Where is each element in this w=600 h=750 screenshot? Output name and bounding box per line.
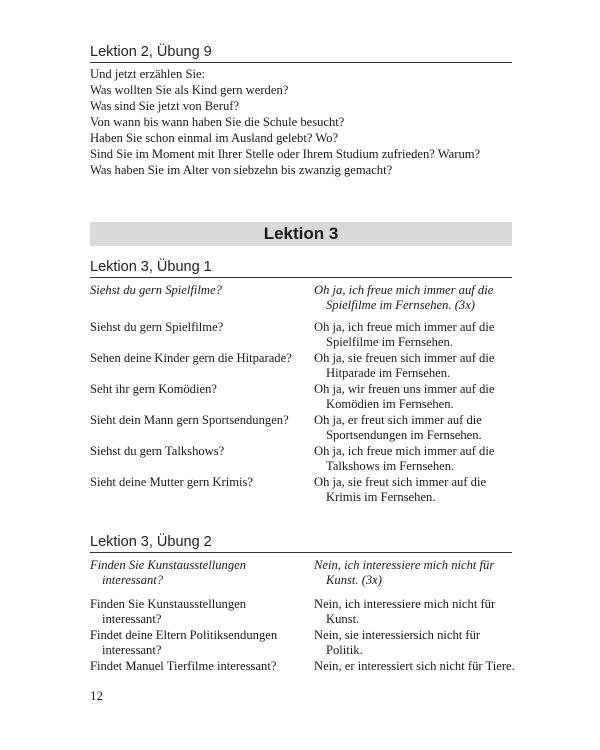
question-line: interessant? xyxy=(102,643,162,657)
answer-line: Komödien im Fernsehen. xyxy=(326,397,454,411)
answer-line: Spielfilme im Fernsehen. xyxy=(326,335,453,349)
l2u9-line: Von wann bis wann haben Sie die Schule besucht? xyxy=(90,115,345,129)
answer xyxy=(314,597,520,627)
answer xyxy=(314,628,520,658)
answer xyxy=(314,382,520,412)
answer-line: Nein, sie interessiersich nicht für xyxy=(314,628,481,642)
question xyxy=(90,382,312,397)
section-title-l3u1: Lektion 3, Übung 1 xyxy=(90,259,512,278)
answer-line: Oh ja, ich freue mich immer auf die xyxy=(314,283,494,297)
l2u9-line: Sind Sie im Moment mit Ihrer Stelle oder Ihrem Studium zufrieden? Warum? xyxy=(90,147,481,161)
answer-line: Sportsendungen im Fernsehen. xyxy=(326,428,482,442)
question xyxy=(90,659,312,674)
answer-line: Kunst. xyxy=(326,612,360,626)
answer-line: Oh ja, sie freut sich immer auf die xyxy=(314,475,487,489)
answer-line: Nein, ich interessiere mich nicht für xyxy=(314,597,496,611)
question-line: Siehst du gern Spielfilme? xyxy=(90,283,222,297)
question xyxy=(90,628,312,658)
answer-line: Oh ja, er freut sich immer auf die xyxy=(314,413,482,427)
example-question xyxy=(90,283,312,298)
l2u9-text xyxy=(90,66,520,178)
answer-line: Nein, ich interessiere mich nicht für xyxy=(314,558,495,572)
answer-line: Nein, er interessiert sich nicht für Tiere. xyxy=(314,659,515,673)
question xyxy=(90,597,312,627)
answer-line: Kunst. (3x) xyxy=(326,573,382,587)
l2u9-line: Was sind Sie jetzt von Beruf? xyxy=(90,99,240,113)
question-line: Sieht dein Mann gern Sportsendungen? xyxy=(90,413,289,427)
answer-line: Oh ja, wir freuen uns immer auf die xyxy=(314,382,495,396)
l2u9-line: Was wollten Sie als Kind gern werden? xyxy=(90,83,289,97)
question-line: Findet deine Eltern Politiksendungen xyxy=(90,628,278,642)
answer xyxy=(314,659,520,674)
question xyxy=(90,320,312,335)
question xyxy=(90,444,312,459)
answer-line: Spielfilme im Fernsehen. (3x) xyxy=(326,298,475,312)
question-line: interessant? xyxy=(102,612,162,626)
answer-line: Hitparade im Fernsehen. xyxy=(326,366,451,380)
l2u9-line: Haben Sie schon einmal im Ausland gelebt? Wo? xyxy=(90,131,339,145)
question-line: interessant? xyxy=(102,573,164,587)
question xyxy=(90,475,312,490)
l2u9-line: Und jetzt erzählen Sie: xyxy=(90,67,206,81)
example-question xyxy=(90,558,312,588)
answer xyxy=(314,320,520,350)
question-line: Sehen deine Kinder gern die Hitparade? xyxy=(90,351,292,365)
chapter-banner: Lektion 3 xyxy=(90,222,512,246)
section-title-l2u9: Lektion 2, Übung 9 xyxy=(90,44,512,63)
section-title-l3u2: Lektion 3, Übung 2 xyxy=(90,534,512,553)
example-answer xyxy=(314,283,520,313)
question-line: Siehst du gern Spielfilme? xyxy=(90,320,224,334)
answer xyxy=(314,444,520,474)
answer-line: Krimis im Fernsehen. xyxy=(326,490,436,504)
question-line: Finden Sie Kunstausstellungen xyxy=(90,597,247,611)
l2u9-line: Was haben Sie im Alter von siebzehn bis zwanzig gemacht? xyxy=(90,163,393,177)
question-line: Seht ihr gern Komödien? xyxy=(90,382,217,396)
question xyxy=(90,351,312,366)
answer xyxy=(314,351,520,381)
answer-line: Oh ja, sie freuen sich immer auf die xyxy=(314,351,495,365)
answer-line: Talkshows im Fernsehen. xyxy=(326,459,455,473)
page-number: 12 xyxy=(90,688,103,703)
question xyxy=(90,413,312,428)
answer xyxy=(314,475,520,505)
example-answer xyxy=(314,558,520,588)
question-line: Finden Sie Kunstausstellungen xyxy=(90,558,247,572)
answer xyxy=(314,413,520,443)
answer-line: Oh ja, ich freue mich immer auf die xyxy=(314,320,495,334)
answer-line: Politik. xyxy=(326,643,363,657)
question-line: Siehst du gern Talkshows? xyxy=(90,444,225,458)
answer-line: Oh ja, ich freue mich immer auf die xyxy=(314,444,495,458)
question-line: Sieht deine Mutter gern Krimis? xyxy=(90,475,253,489)
question-line: Findet Manuel Tierfilme interessant? xyxy=(90,659,277,673)
